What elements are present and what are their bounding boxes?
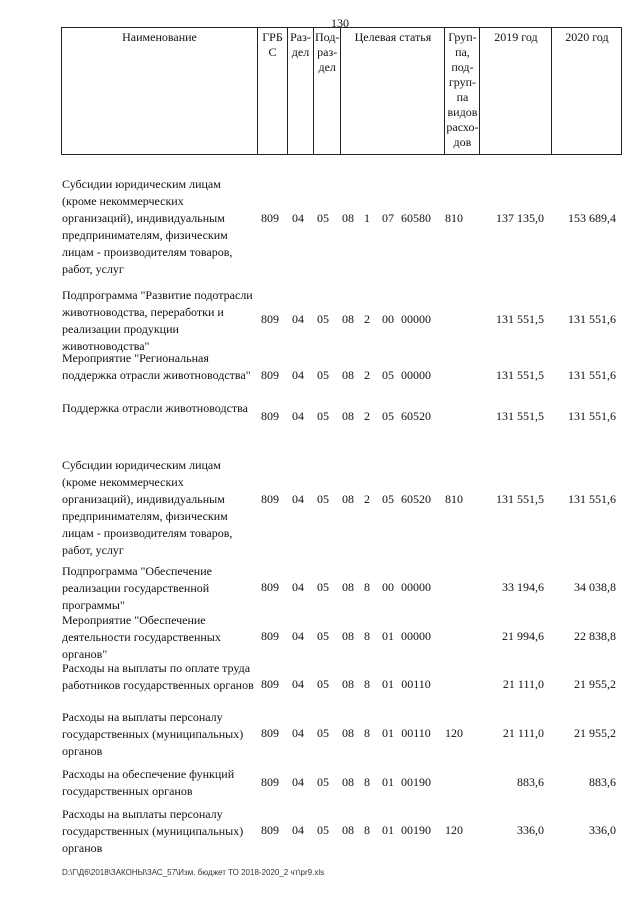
- row-grbs: 809: [261, 580, 279, 594]
- row-2019: 883,6: [517, 775, 544, 789]
- row-2020: 21 955,2: [574, 677, 616, 691]
- row-2020: 883,6: [589, 775, 616, 789]
- row-2020: 21 955,2: [574, 726, 616, 740]
- row-group: 120: [445, 823, 463, 837]
- row-target-event: 01: [382, 775, 394, 789]
- header-group: Груп- па, под- груп- па видов расхо- дов: [445, 28, 480, 155]
- row-2019: 21 111,0: [502, 726, 544, 740]
- row-podrazdel: 05: [317, 629, 329, 643]
- row-grbs: 809: [261, 368, 279, 382]
- row-target-code: 60520: [401, 409, 431, 423]
- row-grbs: 809: [261, 409, 279, 423]
- row-target-event: 01: [382, 677, 394, 691]
- header-podrazdel: Под- раз- дел: [314, 28, 341, 155]
- row-2020: 131 551,6: [568, 312, 616, 326]
- row-target-program: 08: [342, 629, 354, 643]
- row-target-subprogram: 8: [364, 775, 370, 789]
- row-target-event: 01: [382, 823, 394, 837]
- header-2020: 2020 год: [552, 28, 622, 155]
- row-target-event: 00: [382, 312, 394, 326]
- header-target: Целевая статья: [341, 28, 445, 155]
- row-podrazdel: 05: [317, 312, 329, 326]
- row-target-subprogram: 2: [364, 368, 370, 382]
- row-name: Субсидии юридическим лицам (кроме некоммерческих организаций), индивидуальным предпринимателям, физическим лицам - производителям товаров, работ, услуг: [62, 458, 233, 557]
- row-target-subprogram: 8: [364, 677, 370, 691]
- row-name: Расходы на выплаты персоналу государственных (муниципальных) органов: [62, 710, 244, 758]
- row-2019: 336,0: [517, 823, 544, 837]
- row-group: 810: [445, 211, 463, 225]
- row-2020: 131 551,6: [568, 368, 616, 382]
- row-target-code: 00000: [401, 312, 431, 326]
- page-number: 130: [331, 16, 349, 30]
- row-razdel: 04: [292, 629, 304, 643]
- row-target-code: 00110: [401, 677, 431, 691]
- row-target-program: 08: [342, 726, 354, 740]
- row-target-event: 05: [382, 368, 394, 382]
- row-target-code: 60580: [401, 211, 431, 225]
- row-target-program: 08: [342, 492, 354, 506]
- row-grbs: 809: [261, 823, 279, 837]
- row-razdel: 04: [292, 211, 304, 225]
- row-razdel: 04: [292, 775, 304, 789]
- row-2019: 33 194,6: [502, 580, 544, 594]
- row-target-subprogram: 8: [364, 726, 370, 740]
- row-target-program: 08: [342, 677, 354, 691]
- row-razdel: 04: [292, 492, 304, 506]
- row-target-subprogram: 2: [364, 312, 370, 326]
- row-grbs: 809: [261, 726, 279, 740]
- row-2020: 131 551,6: [568, 409, 616, 423]
- row-target-program: 08: [342, 368, 354, 382]
- row-2019: 21 994,6: [502, 629, 544, 643]
- row-razdel: 04: [292, 823, 304, 837]
- row-razdel: 04: [292, 312, 304, 326]
- row-podrazdel: 05: [317, 580, 329, 594]
- row-target-code: 00000: [401, 629, 431, 643]
- row-2020: 131 551,6: [568, 492, 616, 506]
- row-grbs: 809: [261, 312, 279, 326]
- row-target-event: 05: [382, 409, 394, 423]
- row-2019: 131 551,5: [496, 492, 544, 506]
- row-2020: 153 689,4: [568, 211, 616, 225]
- header-grbs: ГРБ С: [258, 28, 288, 155]
- row-target-program: 08: [342, 312, 354, 326]
- row-razdel: 04: [292, 580, 304, 594]
- row-target-subprogram: 8: [364, 629, 370, 643]
- row-podrazdel: 05: [317, 492, 329, 506]
- row-name: Поддержка отрасли животноводства: [62, 401, 248, 415]
- row-2020: 336,0: [589, 823, 616, 837]
- row-target-code: 00110: [401, 726, 431, 740]
- row-target-code: 00000: [401, 580, 431, 594]
- row-grbs: 809: [261, 775, 279, 789]
- row-razdel: 04: [292, 368, 304, 382]
- row-target-code: 60520: [401, 492, 431, 506]
- row-podrazdel: 05: [317, 726, 329, 740]
- row-target-code: 00190: [401, 775, 431, 789]
- row-target-program: 08: [342, 823, 354, 837]
- row-name: Подпрограмма "Развитие подотрасли животноводства, переработки и реализации продукции животноводства": [62, 288, 253, 353]
- row-2019: 131 551,5: [496, 368, 544, 382]
- row-target-event: 07: [382, 211, 394, 225]
- row-grbs: 809: [261, 211, 279, 225]
- file-path-footer: D:\Г\Д6\2018\ЗАКОНЫ\ЗАС_57\Изм. бюджет ТО 2018-2020_2 чт\pr9.xls: [62, 868, 325, 877]
- row-razdel: 04: [292, 726, 304, 740]
- row-podrazdel: 05: [317, 368, 329, 382]
- row-group: 120: [445, 726, 463, 740]
- header-name: Наименование: [62, 28, 258, 155]
- row-name: Мероприятие "Обеспечение деятельности государственных органов": [62, 613, 221, 661]
- row-target-subprogram: 1: [364, 211, 370, 225]
- row-target-program: 08: [342, 775, 354, 789]
- row-podrazdel: 05: [317, 409, 329, 423]
- row-razdel: 04: [292, 677, 304, 691]
- row-2019: 137 135,0: [496, 211, 544, 225]
- row-grbs: 809: [261, 677, 279, 691]
- row-target-subprogram: 2: [364, 409, 370, 423]
- header-2019: 2019 год: [480, 28, 552, 155]
- header-razdel: Раз- дел: [288, 28, 314, 155]
- row-podrazdel: 05: [317, 677, 329, 691]
- row-target-event: 01: [382, 726, 394, 740]
- row-2020: 22 838,8: [574, 629, 616, 643]
- row-target-subprogram: 2: [364, 492, 370, 506]
- row-target-code: 00000: [401, 368, 431, 382]
- row-group: 810: [445, 492, 463, 506]
- row-podrazdel: 05: [317, 775, 329, 789]
- row-grbs: 809: [261, 492, 279, 506]
- row-target-subprogram: 8: [364, 580, 370, 594]
- row-target-subprogram: 8: [364, 823, 370, 837]
- row-2019: 21 111,0: [502, 677, 544, 691]
- row-razdel: 04: [292, 409, 304, 423]
- row-podrazdel: 05: [317, 211, 329, 225]
- row-target-event: 00: [382, 580, 394, 594]
- row-target-event: 05: [382, 492, 394, 506]
- row-name: Субсидии юридическим лицам (кроме некоммерческих организаций), индивидуальным предпринимателям, физическим лицам - производителям товаров, работ, услуг: [62, 177, 233, 276]
- row-name: Мероприятие "Региональная поддержка отрасли животноводства": [62, 351, 251, 382]
- row-2019: 131 551,5: [496, 312, 544, 326]
- row-target-program: 08: [342, 580, 354, 594]
- row-target-event: 01: [382, 629, 394, 643]
- row-podrazdel: 05: [317, 823, 329, 837]
- row-name: Расходы на выплаты персоналу государственных (муниципальных) органов: [62, 807, 244, 855]
- row-name: Расходы на выплаты по оплате труда работников государственных органов: [62, 661, 254, 692]
- row-2019: 131 551,5: [496, 409, 544, 423]
- row-target-program: 08: [342, 211, 354, 225]
- row-name: Подпрограмма "Обеспечение реализации государственной программы": [62, 564, 212, 612]
- row-name: Расходы на обеспечение функций государственных органов: [62, 767, 235, 798]
- row-target-code: 00190: [401, 823, 431, 837]
- row-grbs: 809: [261, 629, 279, 643]
- row-2020: 34 038,8: [574, 580, 616, 594]
- row-target-program: 08: [342, 409, 354, 423]
